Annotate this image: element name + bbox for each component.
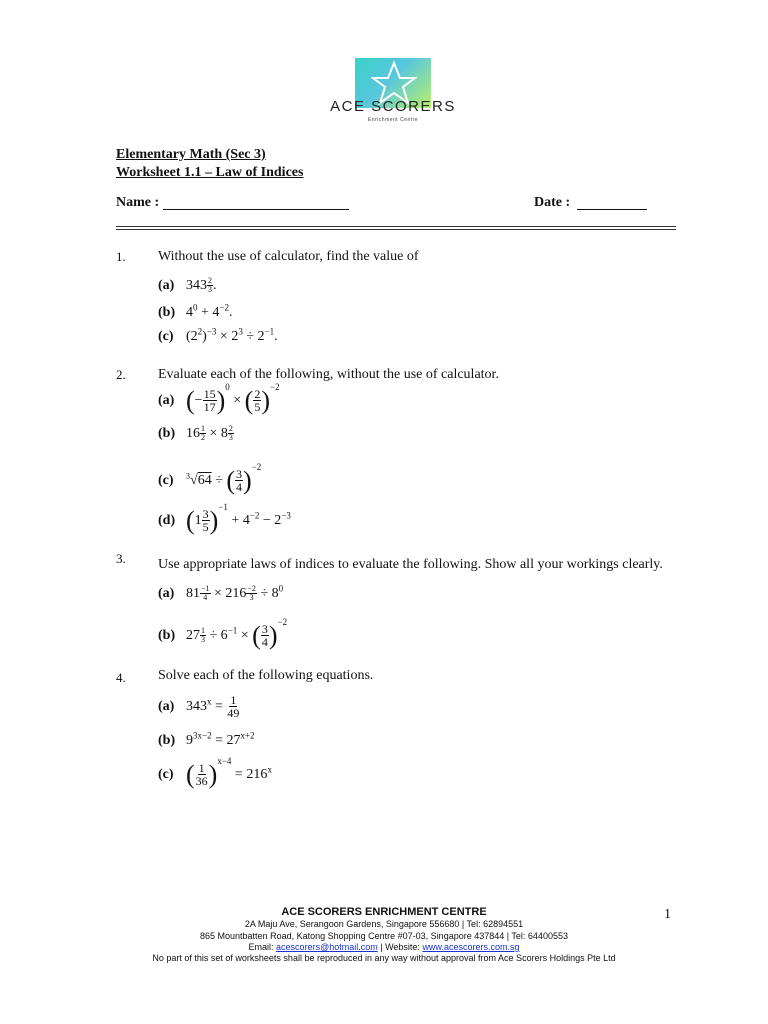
course-title: Elementary Math (Sec 3) [116, 147, 266, 162]
question-text: Solve each of the following equations. [158, 668, 374, 683]
name-label: Name : [116, 195, 160, 210]
part-label: (d) [158, 513, 176, 528]
part-label: (b) [158, 304, 176, 320]
divider [116, 229, 676, 230]
math-expression: $343^x$ = $\frac{1}{49}$ [186, 693, 240, 720]
email-link[interactable]: acescorers@hotmail.com [276, 942, 378, 952]
question-part [158, 502, 291, 534]
page-number: 1 [664, 907, 671, 922]
math-expression: $(2^2)^{-3} \times 2^3 \div 2^{-1}$. [186, 326, 278, 344]
question-part [158, 462, 261, 494]
question-part [158, 382, 280, 414]
divider [116, 226, 676, 227]
part-label: (c) [158, 473, 174, 488]
question-part [158, 425, 234, 442]
question-part [158, 730, 255, 749]
footer-title: ACE SCORERS ENRICHMENT CENTRE [281, 906, 487, 918]
date-label: Date : [534, 195, 571, 210]
part-label: (a) [158, 585, 175, 601]
website-label: | Website: [380, 942, 420, 952]
math-expression: $4^0 + 4^{-2}$. [186, 302, 233, 320]
question-number: 4. [116, 670, 126, 685]
math-expression: 81 $\frac{-1}{4}$ × 216 $\frac{-2}{3}$ ÷ $8^0$ [186, 583, 284, 602]
math-expression: (1 $\frac{3}{5}$ )$^{-1} + 4^{-2} - 2^{-3}$ [186, 502, 291, 535]
date-blank[interactable] [577, 209, 647, 210]
math-expression: 27 $\frac{1}{3}$ ÷ $6^{-1}$ × ( $\frac{3}{4}$ )$^{-2}$ [186, 617, 288, 650]
math-expression: 16 $\frac{1}{2}$ × 8 $\frac{2}{3}$ [186, 424, 233, 442]
part-label: (a) [158, 698, 175, 714]
part-label: (c) [158, 328, 174, 344]
worksheet-title: Worksheet 1.1 – Law of Indices [116, 165, 304, 180]
part-label: (a) [158, 277, 175, 293]
email-label: Email: [248, 942, 274, 952]
question-part [158, 583, 283, 602]
question-part [158, 694, 240, 719]
math-expression: 343 $\frac{2}{3}$ . [186, 276, 217, 294]
math-expression: (− $\frac{15}{17}$ )$^0$ × ( $\frac{2}{5}$ )$^{-2}$ [186, 382, 280, 415]
part-label: (a) [158, 393, 175, 408]
logo-name: ACE SCORERS [330, 98, 456, 115]
logo-subtitle: Enrichment Centre [367, 117, 419, 123]
math-expression: $^3$√64 ÷ ( $\frac{3}{4}$ )$^{-2}$ [186, 462, 262, 495]
part-label: (c) [158, 767, 174, 782]
math-expression: ( $\frac{1}{36}$ )$^{x-4} = 216^x$ [186, 756, 272, 789]
footer-address: 2A Maju Ave, Serangoon Gardens, Singapore 556680 | Tel: 62894551 [244, 919, 524, 929]
footer-address: 865 Mountbatten Road, Katong Shopping Centre #07-03, Singapore 437844 | Tel: 64400553 [200, 931, 568, 941]
question-number: 2. [116, 367, 126, 382]
question-text: Without the use of calculator, find the value of [158, 249, 419, 264]
footer-contact [84, 942, 684, 952]
question-part [158, 617, 287, 649]
question-number: 3. [116, 551, 126, 566]
question-text: Evaluate each of the following, without the use of calculator. [158, 367, 499, 382]
question-part [158, 326, 278, 345]
math-expression: $9^{3x-2} = 27^{x+2}$ [186, 730, 255, 748]
part-label: (b) [158, 628, 176, 643]
part-label: (b) [158, 425, 176, 441]
question-text: Use appropriate laws of indices to evaluate the following. Show all your workings clearly. [158, 557, 663, 572]
question-part [158, 302, 232, 321]
question-part [158, 277, 217, 294]
copyright-note: No part of this set of worksheets shall be reproduced in any way without approval from Ace Scorers Holdings Pte Ltd [152, 953, 616, 963]
question-part [158, 756, 272, 788]
name-blank[interactable] [163, 209, 349, 210]
website-link[interactable]: www.acescorers.com.sg [422, 942, 520, 952]
part-label: (b) [158, 732, 176, 748]
question-number: 1. [116, 249, 126, 264]
